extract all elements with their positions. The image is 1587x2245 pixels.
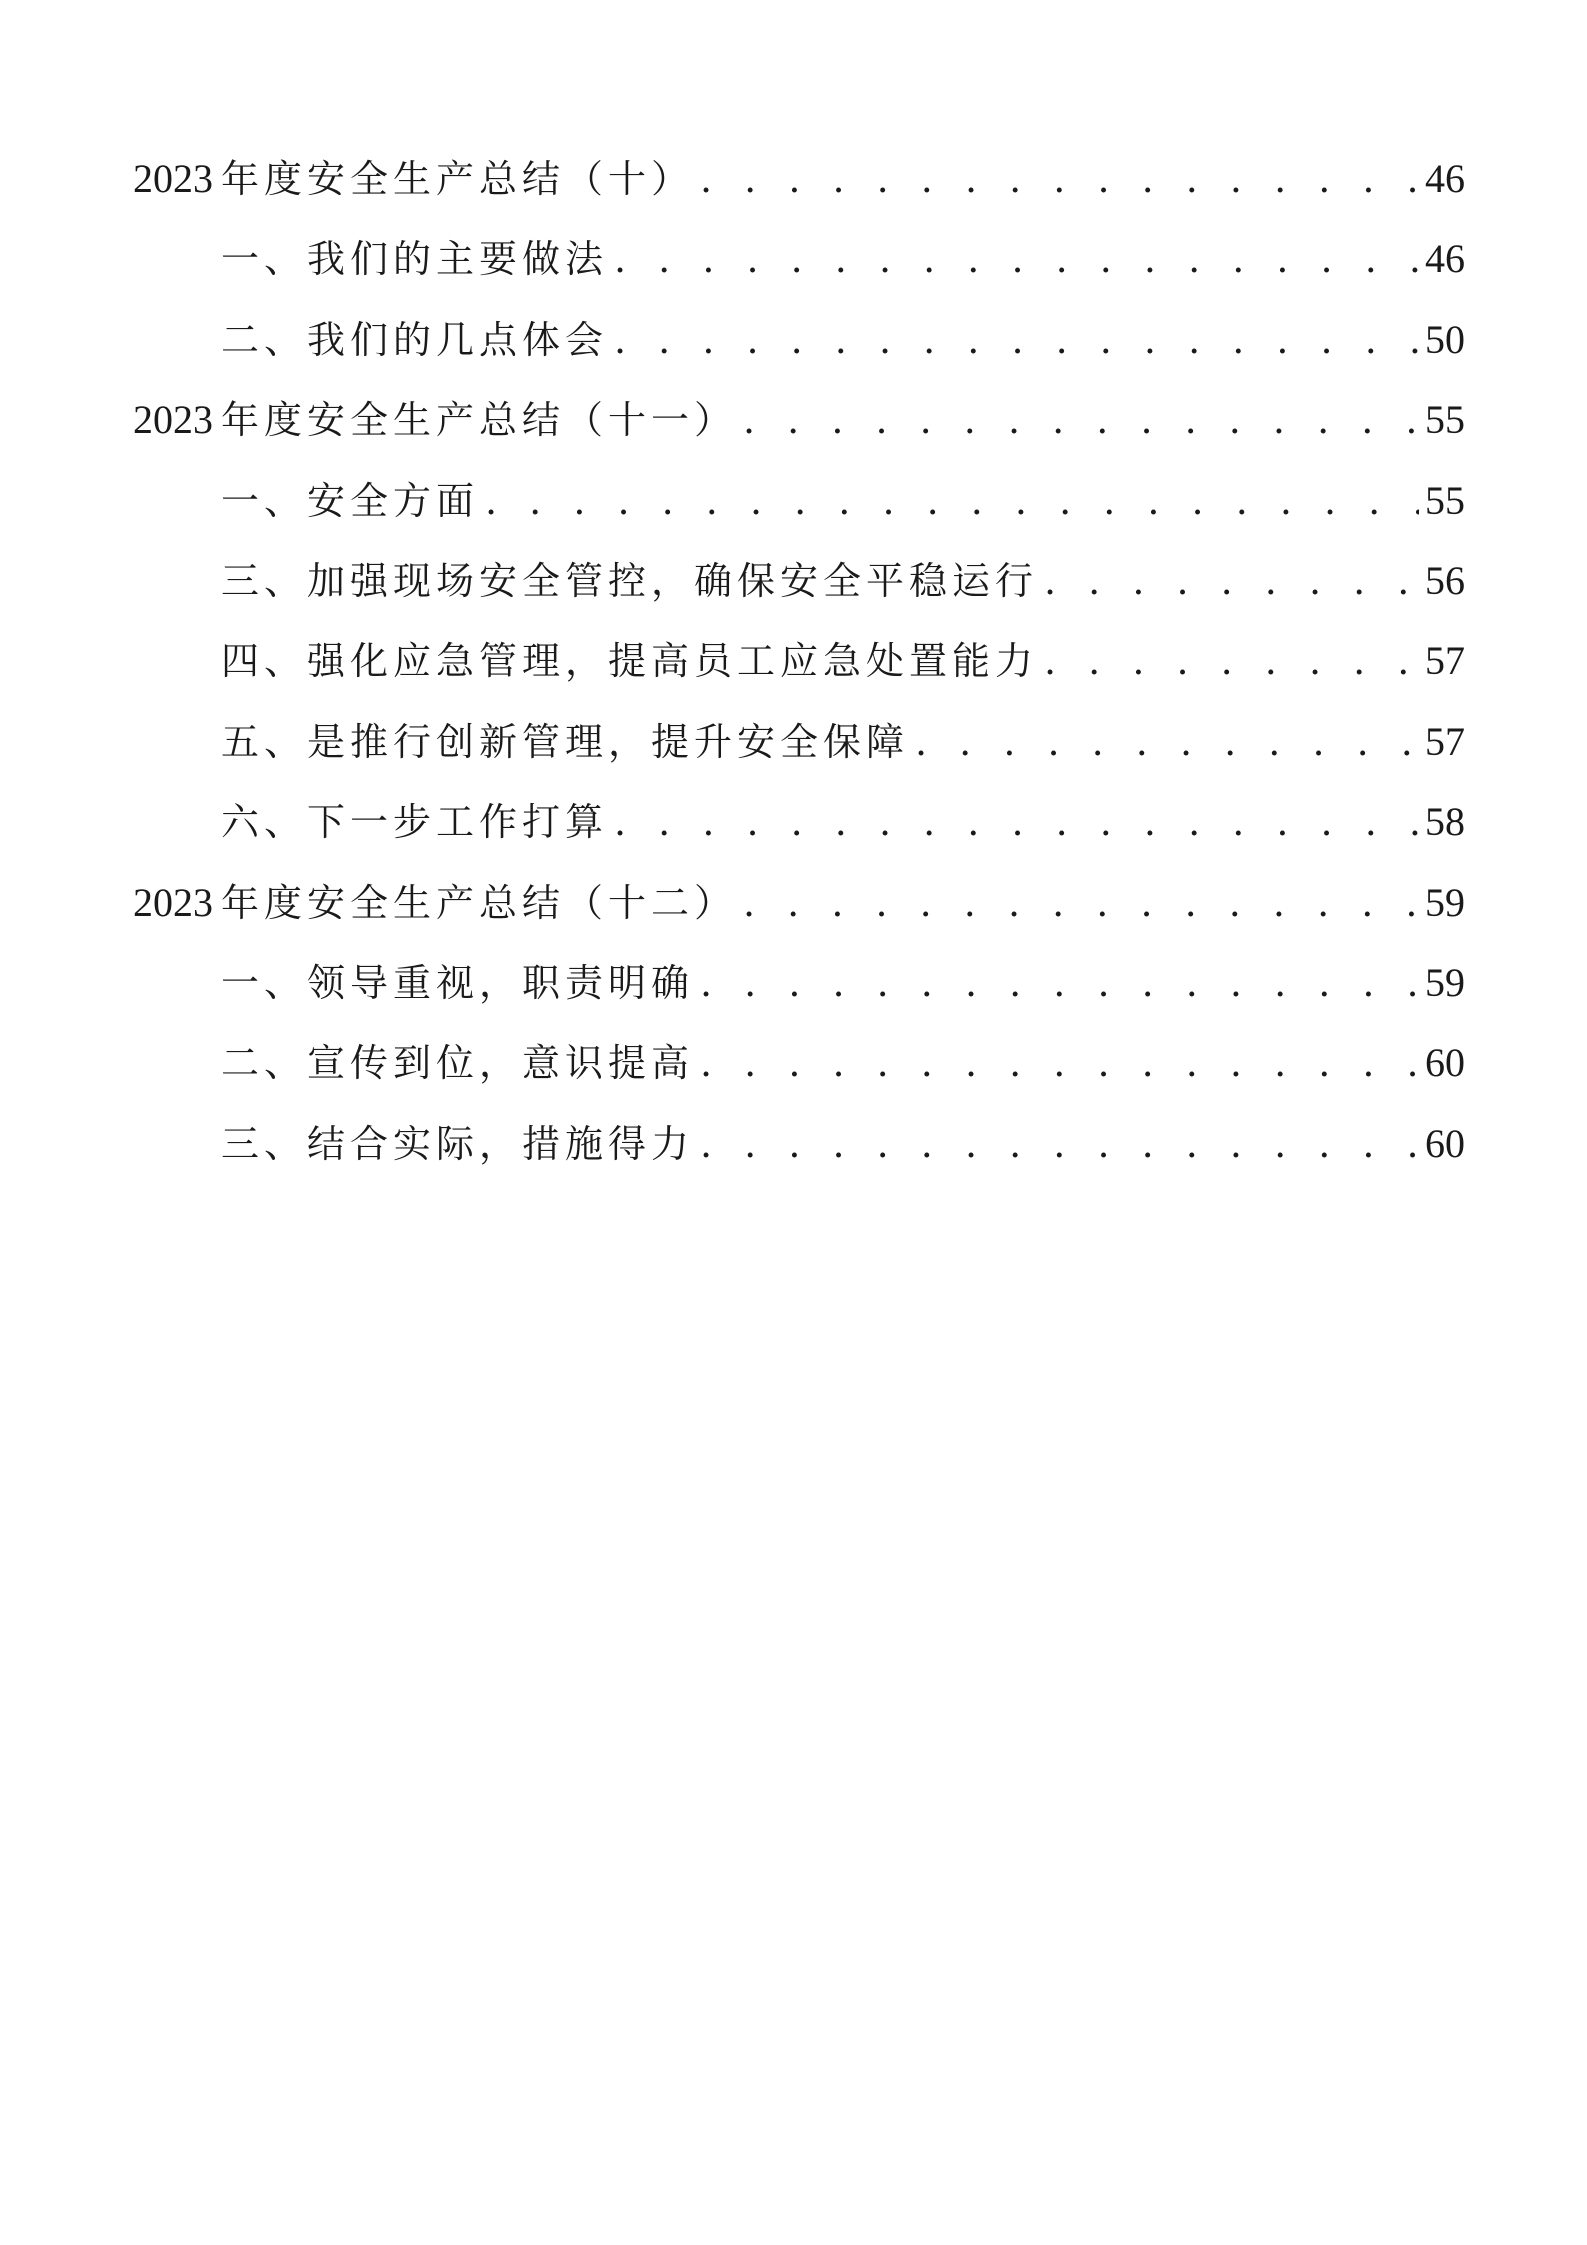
toc-page-number: 57: [1425, 638, 1465, 684]
toc-page-number: 59: [1425, 959, 1465, 1005]
toc-entry[interactable]: [133, 1032, 1465, 1112]
toc-entry[interactable]: [133, 470, 1465, 550]
toc-entry-title: 五、是推行创新管理，提升安全保障: [221, 719, 910, 764]
toc-dot-leader: [1044, 559, 1419, 603]
toc-dot-leader: [614, 318, 1419, 362]
toc-page-number: 55: [1425, 397, 1465, 443]
toc-entry-title: 二、宣传到位，意识提高: [221, 1041, 695, 1086]
toc-page-number: 59: [1425, 879, 1465, 925]
toc-dot-leader: [743, 398, 1419, 442]
toc-entry[interactable]: [133, 148, 1465, 228]
toc-entry[interactable]: [133, 228, 1465, 308]
toc-entry-title: 2023 年度安全生产总结（十）: [133, 156, 695, 201]
toc-entry-title: 一、安全方面: [221, 478, 480, 523]
toc-entry-year: 2023: [133, 156, 213, 201]
table-of-contents: [133, 148, 1465, 1193]
toc-dot-leader: [614, 237, 1419, 281]
toc-page-number: 60: [1425, 1120, 1465, 1166]
toc-entry[interactable]: [133, 952, 1465, 1032]
toc-dot-leader: [1044, 639, 1419, 683]
toc-entry-year: 2023: [133, 397, 213, 443]
toc-dot-leader: [614, 800, 1419, 844]
toc-page-number: 55: [1425, 477, 1465, 523]
toc-entry-title: 六、下一步工作打算: [221, 800, 609, 845]
toc-entry-year: 2023: [133, 879, 213, 925]
toc-entry[interactable]: [133, 550, 1465, 630]
toc-page-number: 58: [1425, 799, 1465, 845]
toc-entry-title: 三、结合实际，措施得力: [221, 1121, 695, 1166]
toc-dot-leader: [700, 157, 1419, 201]
toc-dot-leader: [700, 1122, 1419, 1166]
toc-page-number: 50: [1425, 316, 1465, 362]
toc-entry[interactable]: [133, 630, 1465, 710]
toc-entry-title: 2023 年度安全生产总结（十二）: [133, 879, 738, 925]
toc-entry-title: 二、我们的几点体会: [221, 317, 609, 362]
toc-entry[interactable]: [133, 872, 1465, 952]
toc-entry-title: 一、领导重视，职责明确: [221, 960, 695, 1005]
toc-entry-title: 一、我们的主要做法: [221, 237, 609, 282]
toc-page-number: 46: [1425, 156, 1465, 201]
toc-page-number: 56: [1425, 557, 1465, 603]
toc-page-number: 46: [1425, 236, 1465, 282]
toc-dot-leader: [485, 479, 1419, 523]
toc-dot-leader: [743, 881, 1419, 925]
toc-entry[interactable]: [133, 791, 1465, 871]
toc-entry[interactable]: [133, 389, 1465, 469]
toc-page-number: 57: [1425, 718, 1465, 764]
toc-page-number: 60: [1425, 1040, 1465, 1086]
toc-dot-leader: [915, 720, 1419, 764]
toc-dot-leader: [700, 961, 1419, 1005]
toc-entry[interactable]: [133, 1113, 1465, 1193]
toc-entry[interactable]: [133, 309, 1465, 389]
toc-entry-title: 三、加强现场安全管控，确保安全平稳运行: [221, 558, 1039, 603]
toc-entry[interactable]: [133, 711, 1465, 791]
toc-entry-title: 2023 年度安全生产总结（十一）: [133, 397, 738, 443]
toc-dot-leader: [700, 1041, 1419, 1085]
toc-entry-title: 四、强化应急管理，提高员工应急处置能力: [221, 639, 1039, 684]
